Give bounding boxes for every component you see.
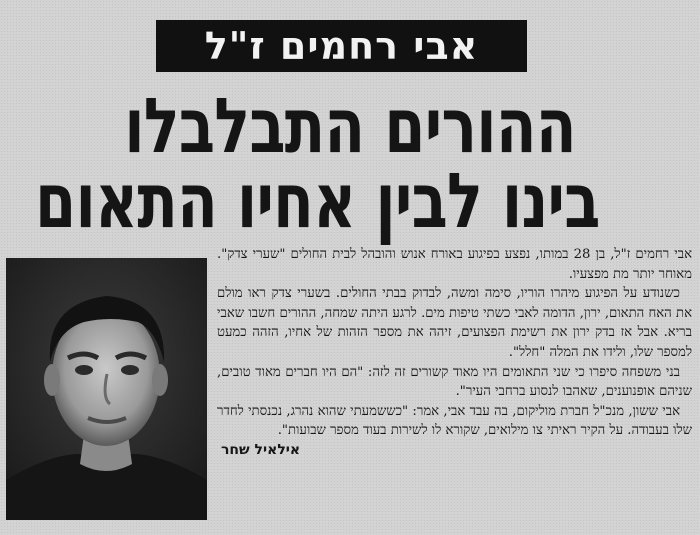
- headline-line-2: בינו לבין אחיו התאום: [34, 156, 600, 245]
- article-body: [217, 245, 692, 461]
- portrait-photo-icon: [6, 258, 207, 520]
- article-paragraph-4: [217, 402, 692, 458]
- article-paragraph-3: בני משפחה סיפרו כי שני התאומים היו מאוד קשורים זה לזה: "הם היו חברים מאוד טובים, שניהם אופנוענים, שאהבו לנסוע ברחבי העיר".: [217, 364, 692, 400]
- author-byline: אילאיל שחר: [221, 441, 301, 458]
- kicker-banner: [156, 20, 527, 72]
- portrait-photo: [6, 258, 207, 520]
- headline-line-1: ההורים התבלבלו: [124, 81, 576, 170]
- article-paragraph-4-text: אבי ששון, מנכ"ל חברת מוליקום, בה עבד אבי, אמר: "כששמעתי שהוא נהרג, נכנסתי לחדר שלו בעבודה. על הקיר ראיתי צו מילואים, שקורא לו לשירות בעוד מספר שבועות".: [217, 403, 692, 439]
- kicker-text: אבי רחמים ז"ל: [204, 24, 479, 68]
- article-paragraph-2: כשנודע על הפיגוע מיהרו הוריו, סימה ומשה, לבדוק בבתי החולים. בשערי צדק ראו מולם את האח התאום, ירון, הדומה לאבי כשתי טיפות מים. לרגע היתה שמחה, ההורים חשבו שאבי בריא. אבל אז בדק ירון את רשימת הפצועים, זיהה את מספר הזהות של אחיו, הזהה כמעט למספר שלו, ולידו את המלה "חלל".: [217, 286, 692, 360]
- article-paragraph-1: אבי רחמים ז"ל, בן 28 במותו, נפצע בפיגוע באורח אנוש והובהל לבית החולים "שערי צדק". מאוחר יותר מת מפצעיו.: [217, 247, 692, 282]
